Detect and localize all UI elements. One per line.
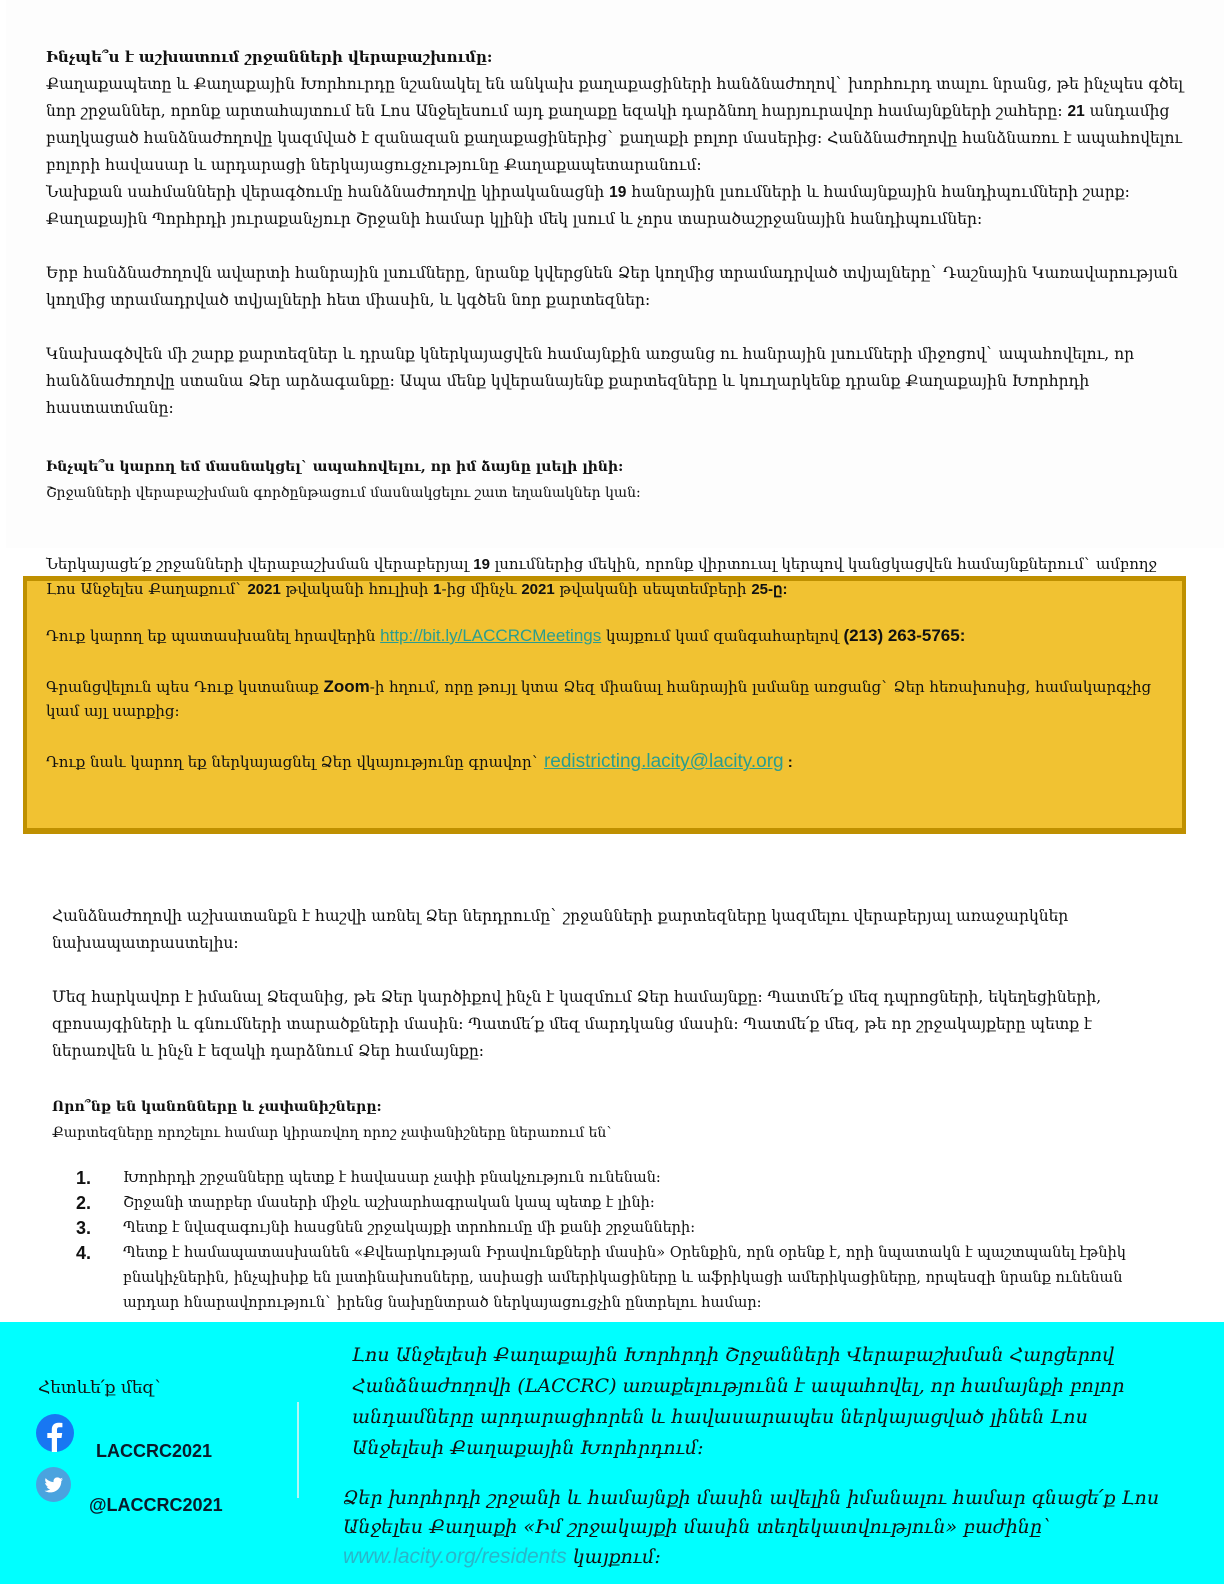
footer-divider: [297, 1402, 299, 1498]
line-text: թվականի սեպտեմբերի: [554, 580, 752, 598]
line-text: -ի հղում, որը թույլ կտա Ձեզ միանալ հանրային լսմանը առցանց` Ձեր հեռախոսից, համակարգչից կամ այլ սարքից:: [46, 678, 1152, 720]
criteria-item: [76, 1216, 1176, 1241]
how-it-works-para1: [46, 71, 1196, 179]
para-text: Նախքան սահմանների վերագծումը հանձնաժողովը կիրականացնի: [46, 183, 610, 201]
item-text: Խորհրդի շրջանները պետք է հավասար չափի բնակչություն ունենան:: [123, 1170, 661, 1186]
item-text: Շրջանի տարբեր մասերի միջև աշխարհագրական կապ պետք է լինի:: [123, 1195, 655, 1211]
criteria-item: [76, 1191, 1176, 1216]
zoom-label: Zoom: [323, 677, 370, 696]
para-text: անդամից բաղկացած հանձնաժողովը կազմված է զանազան քաղաքացիներից` քաղաքի բոլոր մասերից: Հանձնաժողովը հանձնառու է ապահովելու բոլորի հավասար և արդարացի ներկայացուցչությունը Քաղաքապետարանում:: [46, 102, 1183, 174]
item-number: 2.: [76, 1193, 92, 1213]
criteria-heading: Որո՞նք են կանոնները և չափանիշները:: [52, 1099, 382, 1115]
participate-intro: Շրջանների վերաբաշխման գործընթացում մասնակցելու շատ եղանակներ կան:: [46, 485, 641, 501]
line-text: -ից մինչև: [441, 580, 522, 598]
participate-line-email: [46, 750, 1176, 775]
mission-statement: Լոս Անջելեսի Քաղաքային Խորհրդի Շրջանների Վերաբաշխման Հարցերով Հանձնաժողովի (LACCRC) առաքելությունն է ապահովել, որ համայնքի բոլոր անդամները արդարացիորեն և հավասարապես ներկայացված լինեն Լոս Անջելեսի Քաղաքային Խորհրդում:: [352, 1344, 1125, 1459]
meetings-link[interactable]: http://bit.ly/LACCRCMeetings: [380, 626, 602, 645]
twitter-handle[interactable]: @LACCRC2021: [89, 1495, 223, 1515]
item-text: Պետք է համապատասխանեն «Քվեարկության Իրավունքների մասին» Օրենքին, որն օրենք է, որի նպատակն է պաշտպանել էթնիկ բնակիչներին, ինչպիսիք են լատինախոսները, ասիացի ամերիկացիները և աֆրիկացի ամերիկացիները, որպեսզի նրանք ունենան արդար հնարավորություն` իրենց նախընտրած ներկայացուցչին ընտրելու համար:: [123, 1245, 1126, 1311]
commission-section: [52, 903, 1172, 1065]
hearing-count: 19: [473, 556, 490, 573]
start-year: 2021: [247, 581, 281, 598]
commission-para2: Մեզ հարկավոր է իմանալ Ձեզանից, թե Ձեր կարծիքով ինչն է կազմում Ձեր համայնքը: Պատմե՛ք մեզ դպրոցների, եկեղեցիների, զբոսայգիների և գնումների տարածքների մասին: Պատմե՛ք մեզ մարդկանց մասին: Պատմե՛ք մեզ, թե որ շրջակայքերը պետք է ներառվեն և ինչն է եզակի դարձնում Ձեր համայնքը:: [52, 988, 1102, 1060]
line-text: Ներկայացե՛ք շրջանների վերաբաշխման վերաբերյալ: [46, 555, 474, 573]
participate-section: [46, 454, 1196, 506]
twitter-icon[interactable]: [36, 1467, 71, 1502]
criteria-item: [76, 1166, 1176, 1191]
line-text: Դուք նաև կարող եք ներկայացնել Ձեր վկայությունը գրավոր`: [46, 753, 544, 771]
end-day: 25: [751, 581, 769, 598]
footer: [0, 1322, 1224, 1584]
line-text: թվականի հուլիսի: [280, 580, 434, 598]
item-number: 3.: [76, 1218, 92, 1238]
criteria-intro: Քարտեզները որոշելու համար կիրառվող որոշ չափանիշները ներառում են`: [52, 1125, 614, 1141]
visit-text: Ձեր խորհրդի շրջանի և համայնքի մասին ավելին իմանալու համար գնացե՛ք Լոս Անջելես Քաղաքի «Իմ շրջակայքի մասին տեղեկատվություն» բաժինը`: [343, 1487, 1160, 1538]
commission-para1: Հանձնաժողովի աշխատանքն է հաշվի առնել Ձեր ներդրումը` շրջանների քարտեզները կազմելու վերաբերյալ առաջարկներ նախապատրաստելիս:: [52, 907, 1069, 952]
item-number: 1.: [76, 1168, 92, 1188]
facebook-icon[interactable]: [36, 1414, 74, 1452]
how-it-works-para2: [46, 179, 1196, 233]
end-year: 2021: [521, 581, 555, 598]
item-number: 4.: [76, 1243, 92, 1263]
how-it-works-para3: Երբ հանձնաժողովն ավարտի հանրային լսումները, նրանք կվերցնեն Ձեր կողմից տրամադրված տվյալները` Դաշնային Կառավարության կողմից տրամադրված տվյալների հետ միասին, և կգծեն նոր քարտեզներ:: [46, 264, 1178, 309]
line-text: կայքում կամ զանգահարելով: [601, 627, 844, 645]
start-day: 1: [433, 581, 442, 598]
residents-link[interactable]: www.lacity.org/residents: [343, 1545, 567, 1568]
visit-text: կայքում:: [566, 1546, 661, 1568]
participate-heading: Ինչպե՞ս կարող եմ մասնակցել` ապահովելու, որ իմ ձայնը լսելի լինի:: [46, 459, 624, 475]
participate-line-hearings: [46, 552, 1176, 602]
member-count: 21: [1067, 103, 1085, 120]
how-it-works-section: [46, 44, 1196, 422]
line-text: Գրանցվելուն պես Դուք կստանաք: [46, 678, 324, 696]
visit-info: [343, 1484, 1203, 1572]
email-link[interactable]: redistricting.lacity@lacity.org: [543, 751, 784, 772]
item-text: Պետք է նվազագույնի հասցնեն շրջակայքի տրոհումը մի քանի շրջանների:: [123, 1220, 696, 1236]
follow-us-label: Հետևե՛ք մեզ`: [38, 1378, 163, 1398]
how-it-works-heading: Ինչպե՞ս է աշխատում շրջանների վերաբաշխումը:: [46, 48, 493, 66]
criteria-item: [76, 1241, 1176, 1316]
participate-line-zoom: [46, 675, 1176, 723]
participate-line-rsvp: [46, 624, 1176, 648]
criteria-section: [52, 1094, 1202, 1146]
line-text: :: [783, 754, 793, 771]
line-text: -ը:: [768, 581, 788, 598]
criteria-list: [76, 1166, 1176, 1316]
phone-number: (213) 263-5765:: [843, 626, 966, 645]
facebook-handle[interactable]: LACCRC2021: [96, 1441, 213, 1461]
para-text: Քաղաքապետը և Քաղաքային Խորհուրդը նշանակել են անկախ քաղաքացիների հանձնաժողով` խորհուրդ տալու նրանց, թե ինչպես գծել նոր շրջաններ, որոնք արտահայտում են Լոս Անջելեսում այդ քաղաքը եզակի դարձնող հարյուրավոր համայնքների շահերը:: [46, 75, 1184, 120]
how-it-works-para4: Կնախագծվեն մի շարք քարտեզներ և դրանք կներկայացվեն համայնքին առցանց ու հանրային լսումների միջոցով` ապահովելու, որ հանձնաժողովը ստանա Ձեր արձագանքը: Ապա մենք կվերանայենք քարտեզները և կուղարկենք դրանք Քաղաքային Խորհրդի հաստատմանը:: [46, 345, 1135, 417]
hearing-count: 19: [609, 184, 627, 201]
line-text: լսումներից մեկին, որոնք վիրտուալ կերպով կանցկացվեն համայնքներում` ամբողջ Լոս Անջելես Քաղաքում`: [46, 555, 1157, 598]
para-text: հանրային լսումների և համայնքային հանդիպումների շարք: Քաղաքային Պորհրդի յուրաքանչյուր Շրջանի համար կլինի մեկ լսում և չորս տարածաշրջանային հանդիպումներ:: [46, 183, 1130, 228]
line-text: Դուք կարող եք պատասխանել հրավերին: [46, 627, 381, 645]
